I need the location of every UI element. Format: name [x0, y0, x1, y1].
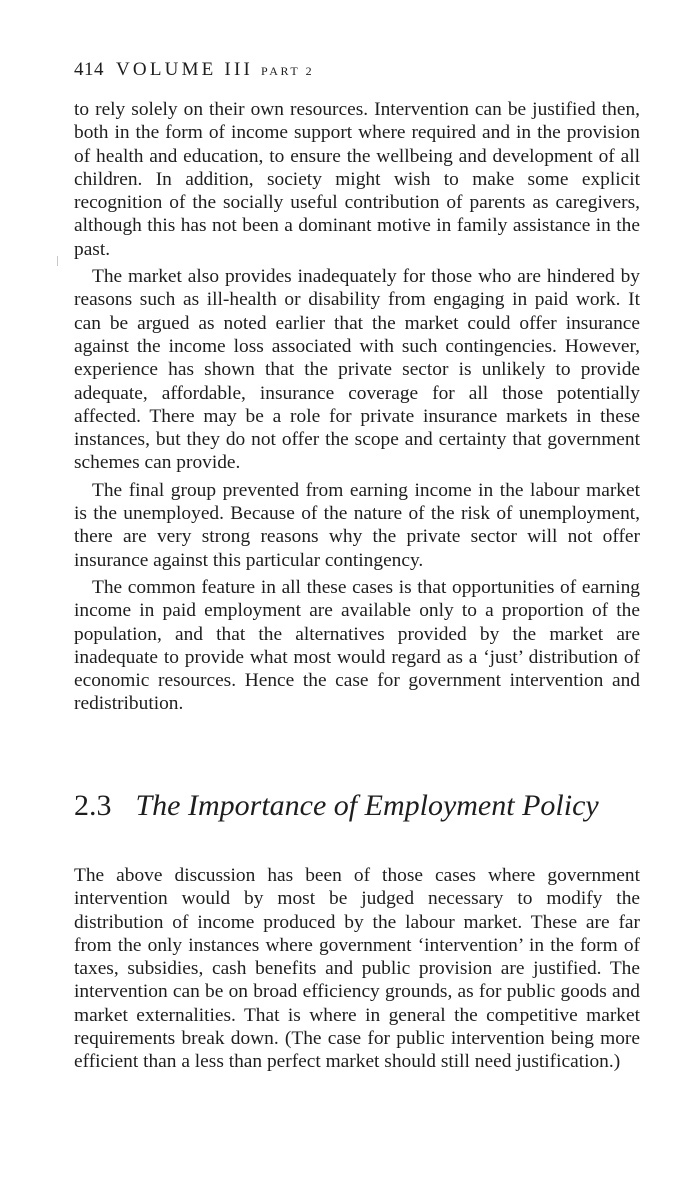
volume-label: VOLUME III — [116, 59, 254, 80]
body-text — [74, 98, 640, 716]
margin-mark — [57, 256, 58, 266]
part-label: PART 2 — [261, 64, 315, 78]
paragraph-continued: to rely solely on their own resources. Intervention can be justified then, both in the form of income support where required and in the provision of health and education, to ensure the wellbeing and development of all children. In addition, society might wish to make some explicit recognition of the socially useful contribution of parents as caregivers, although this has not been a dominant motive in family assistance in the past. — [74, 99, 640, 260]
page-number: 414 — [74, 59, 104, 80]
section-heading — [74, 788, 599, 824]
paragraph: The common feature in all these cases is that opportunities of earning income in paid employment are available only to a proportion of the population, and that the alternatives provided by the market are inadequate to provide what most would regard as a ‘just’ distribution of economic resources. Hence the case for government intervention and redistribution. — [74, 576, 640, 715]
section-number: 2.3 — [74, 789, 112, 822]
paragraph: The final group prevented from earning income in the labour market is the unemployed. Because of the nature of the risk of unemployment, there are very strong reasons why the private sector will not offer insurance against this particular contingency. — [74, 479, 640, 571]
section-title: The Importance of Employment Policy — [135, 789, 599, 822]
paragraph: The above discussion has been of those cases where government intervention would by most be judged necessary to modify the distribution of income produced by the labour market. These are far from the only instances where government ‘intervention’ in the form of taxes, subsidies, cash benefits and public provision are justified. The intervention can be on broad efficiency grounds, as for public goods and market externalities. That is where in general the competitive market requirements break down. (The case for public intervention being more efficient than a less than perfect market should still need justification.) — [74, 865, 640, 1073]
section-body — [74, 864, 640, 1074]
paragraph: The market also provides inadequately for those who are hindered by reasons such as ill-health or disability from engaging in paid work. It can be argued as noted earlier that the market could offer insurance against the income loss associated with such contingencies. However, experience has shown that the private sector is unlikely to provide adequate, affordable, insurance coverage for all those potentially affected. There may be a role for private insurance markets in these instances, but they do not offer the scope and certainty that government schemes can provide. — [74, 266, 640, 474]
running-head — [74, 58, 314, 83]
